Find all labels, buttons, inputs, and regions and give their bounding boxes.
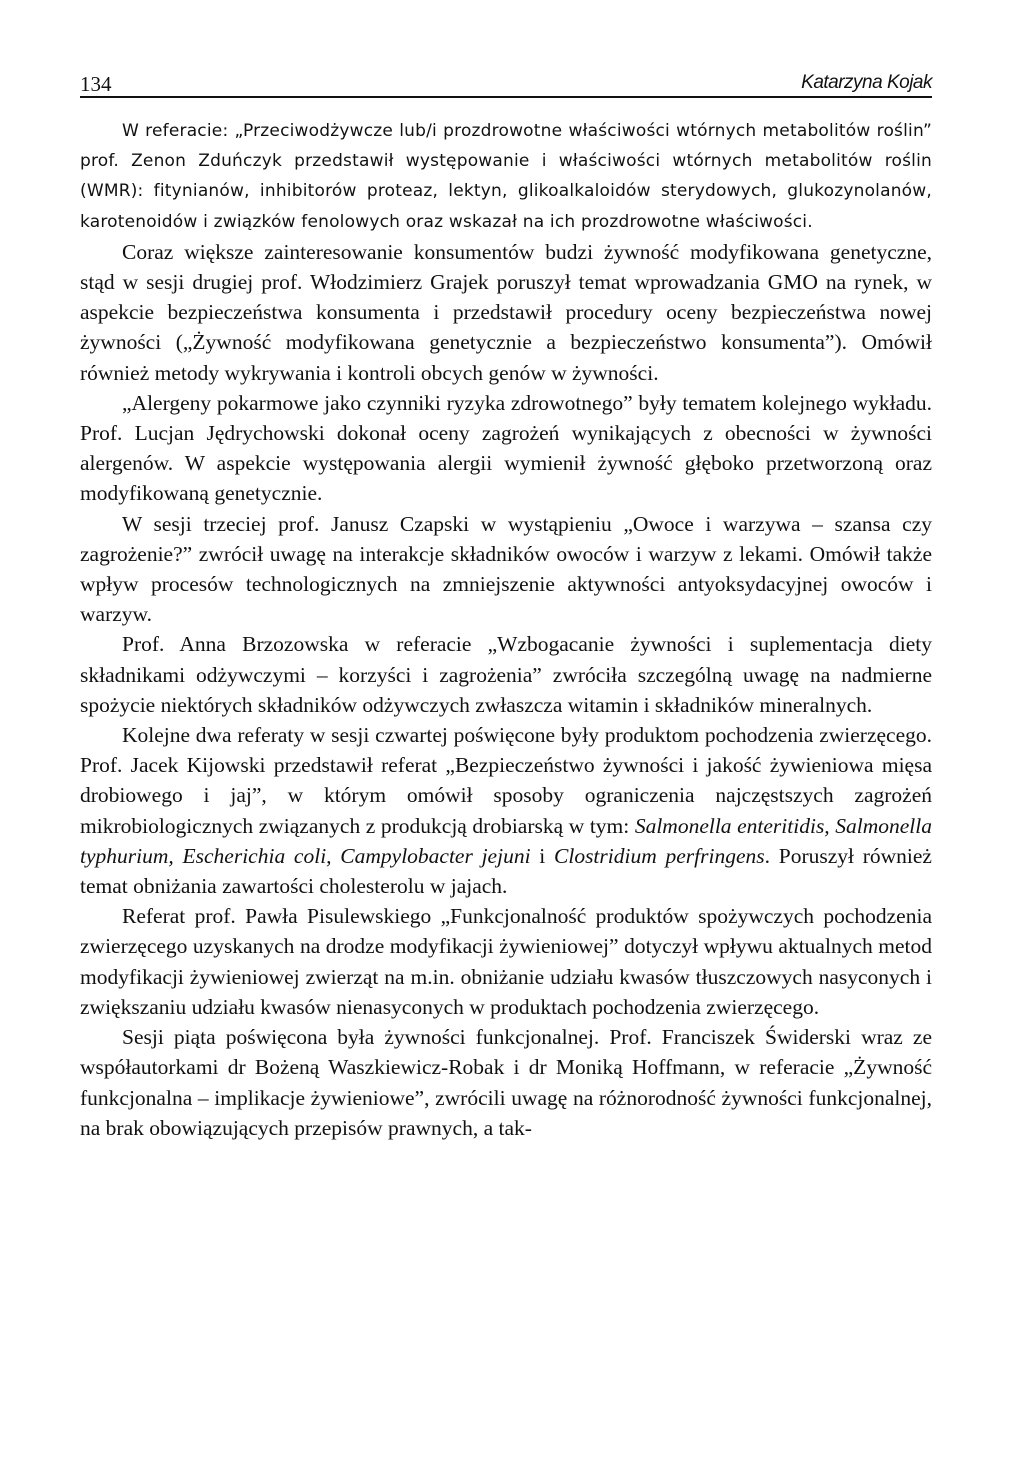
page-number: 134 xyxy=(80,72,112,96)
paragraph-4 xyxy=(80,509,932,630)
paragraph-6-text-a: Kolejne dwa referaty w sesji czwartej poświęcone były produktom pochodzenia zwierzęcego. Prof. Jacek Kijowski przedstawił referat „Bezpieczeństwo żywności i jakość żywieniowa mięsa drobiowego i jaj”, w którym omówił sposoby ograniczenia najczęstszych zagrożeń mikrobiologicznych związanych z produkcją drobiarską w tym: xyxy=(80,723,932,838)
paragraph-2 xyxy=(80,237,932,388)
paragraph-8-text: Sesji piąta poświęcona była żywności funkcjonalnej. Prof. Franciszek Świderski wraz ze współautorkami dr Bożeną Waszkiewicz-Robak i dr Moniką Hoffmann, w referacie „Żywność funkcjonalna – implikacje żywieniowe”, zwrócili uwagę na różnorodność żywności funkcjonalnej, na brak obowiązujących przepisów prawnych, a tak- xyxy=(80,1025,932,1140)
paragraph-7-text: Referat prof. Pawła Pisulewskiego „Funkcjonalność produktów spożywczych pochodzenia zwierzęcego uzyskanych na drodze modyfikacji żywieniowej” dotyczył wpływu aktualnych metod modyfikacji żywieniowej zwierząt na m.in. obniżanie udziału kwasów tłuszczowych nasyconych i zwiększaniu udziału kwasów nienasyconych w produktach pochodzenia zwierzęcego. xyxy=(80,904,932,1019)
paragraph-6-species-list: Salmonella enteritidis, Salmonella typhurium, Escherichia coli, Campylobacter jejuni xyxy=(80,813,932,868)
running-head-author: Katarzyna Kojak xyxy=(801,72,932,93)
paragraph-6-text-c: . Poruszył również temat obniżania zawartości cholesterolu w jajach. xyxy=(80,843,932,899)
paragraph-3-text: „Alergeny pokarmowe jako czynniki ryzyka zdrowotnego” były tematem kolejnego wykładu. Prof. Lucjan Jędrychowski dokonał oceny zagrożeń wynikających z obecności w żywności alergenów. W aspekcie występowania alergii wymienił żywność głęboko przetworzoną oraz modyfikowaną genetycznie. xyxy=(80,390,932,506)
paragraph-6 xyxy=(80,720,932,901)
paragraph-7 xyxy=(80,901,932,1022)
paragraph-2-text: Coraz większe zainteresowanie konsumentów budzi żywność modyfikowana genetyczne, stąd w sesji drugiej prof. Włodzimierz Grajek poruszył temat wprowadzania GMO na rynek, w aspekcie bezpieczeństwa konsumenta i przedstawił procedury oceny bezpieczeństwa nowej żywności („Żywność modyfikowana genetycznie a bezpieczeństwo konsumenta”). Omówił również metody wykrywania i kontroli obcych genów w żywności. xyxy=(80,239,932,385)
paragraph-5-text: Prof. Anna Brzozowska w referacie „Wzbogacanie żywności i suplementacja diety składnikami odżywczymi – korzyści i zagrożenia” zwróciła szczególną uwagę na nadmierne spożycie niektórych składników odżywczych zwłaszcza witamin i składników mineralnych. xyxy=(80,632,932,717)
paragraph-3 xyxy=(80,388,932,509)
paragraph-8 xyxy=(80,1022,932,1143)
paragraph-1 xyxy=(80,116,932,237)
running-head xyxy=(80,66,932,98)
paragraph-4-text: W sesji trzeciej prof. Janusz Czapski w wystąpieniu „Owoce i warzywa – szansa czy zagrożenie?” zwrócił uwagę na interakcje składników owoców i warzyw z lekami. Omówił także wpływ procesów technologicznych na zmniejszenie aktywności antyoksydacyjnej owoców i warzyw. xyxy=(80,511,932,627)
paragraph-1-text: W referacie: „Przeciwodżywcze lub/i prozdrowotne właściwości wtórnych metabolitów roślin” prof. Zenon Zduńczyk przedstawił występowanie i właściwości wtórnych metabolitów roślin (WMR): fitynianów, inhibitorów proteaz, lektyn, glikoalkaloidów sterydowych, glukozynolanów, karotenoidów i związków fenolowych oraz wskazał na ich prozdrowotne właściwości. xyxy=(80,121,932,232)
body-text xyxy=(80,116,932,1143)
paragraph-5 xyxy=(80,629,932,720)
paragraph-6-text-b: i xyxy=(530,843,554,868)
paragraph-6-species-clostridium: Clostridium perfringens xyxy=(554,843,765,868)
